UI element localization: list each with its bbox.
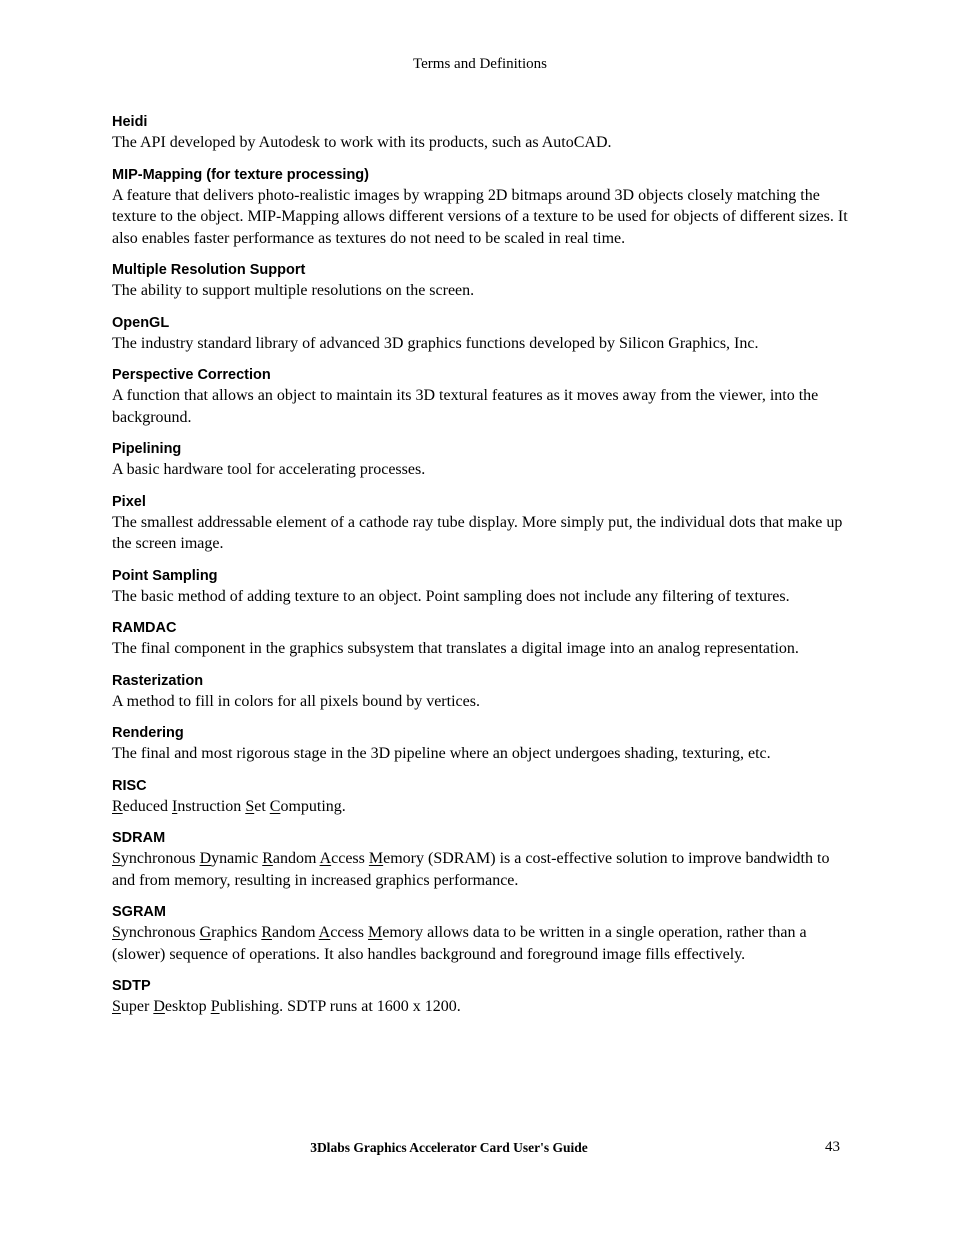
glossary-entry-rasterization [112,670,852,713]
glossary-entry-rendering [112,722,852,765]
acronym-initial: S [112,998,121,1015]
acronym-initial: G [199,924,212,941]
glossary-entry-point-sampling [112,565,852,608]
term-heading: Perspective Correction [112,367,271,383]
acronym-initial: S [112,924,121,941]
running-header: Terms and Definitions [413,56,547,72]
glossary-entry-mip-mapping [112,164,852,250]
term-definition: The ability to support multiple resolutions on the screen. [112,282,475,299]
term-definition: The API developed by Autodesk to work with its products, such as AutoCAD. [112,134,612,151]
term-definition: Reduced Instruction Set Computing. [112,797,346,815]
glossary-entry-sdram [112,827,852,891]
acronym-initial: P [210,998,220,1015]
footer-guide-title: 3Dlabs Graphics Accelerator Card User's Guide [310,1140,588,1155]
term-definition: The industry standard library of advanced 3D graphics functions developed by Silicon Graphics, Inc. [112,334,759,352]
term-heading: RISC [112,777,147,794]
term-heading: MIP-Mapping (for texture processing) [112,166,369,183]
term-definition: Synchronous Graphics Random Access Memory allows data to be written in a single operation, rather than a (slower) sequence of operations. It also handles background and foreground image fills effectively. [112,924,807,963]
term-heading: Multiple Resolution Support [112,262,306,278]
acronym-initial: A [319,850,332,867]
acronym-initial: I [171,797,178,815]
glossary-entry-heidi [112,111,852,154]
glossary-entry-perspective-correction [112,364,852,428]
page-number: 43 [825,1139,840,1155]
term-heading: Point Sampling [112,567,218,584]
acronym-initial: D [199,850,212,867]
acronym-initial: M [368,924,383,941]
term-heading: SDRAM [112,830,166,846]
glossary-entry-sgram [112,901,852,965]
acronym-initial: R [262,850,273,867]
term-definition: The basic method of adding texture to an object. Point sampling does not include any filtering of textures. [112,587,790,605]
term-definition: A feature that delivers photo-realistic images by wrapping 2D bitmaps around 3D objects closely matching the texture to the object. MIP-Mapping allows different versions of a texture to be used for objects of different sizes. It also enables faster performance as textures do not need to be scaled in real time. [112,186,848,247]
glossary-list [112,111,852,1028]
acronym-initial: R [261,924,272,941]
glossary-entry-multiple-resolution-support [112,259,852,302]
acronym-initial: S [112,850,121,867]
acronym-initial: R [112,797,123,815]
glossary-entry-pixel [112,491,852,555]
term-definition: A function that allows an object to maintain its 3D textural features as it moves away from the viewer, into the background. [112,387,819,426]
acronym-initial: S [245,797,255,815]
glossary-entry-risc [112,775,852,818]
term-heading: Heidi [112,114,148,130]
glossary-entry-pipelining [112,438,852,481]
glossary-entry-opengl [112,312,852,355]
term-heading: Rasterization [112,672,204,689]
term-heading: SDTP [112,978,151,994]
term-definition: The smallest addressable element of a cathode ray tube display. More simply put, the individual dots that make up the screen image. [112,513,843,552]
glossary-entry-sdtp [112,975,852,1018]
term-definition: A method to fill in colors for all pixels bound by vertices. [112,692,480,710]
term-heading: Pipelining [112,441,182,457]
term-definition: Synchronous Dynamic Random Access Memory (SDRAM) is a cost-effective solution to improve bandwidth to and from memory, resulting in increased graphics performance. [112,850,830,889]
term-heading: SGRAM [112,904,166,920]
acronym-initial: C [269,797,281,815]
acronym-initial: D [153,998,165,1015]
term-definition: The final component in the graphics subsystem that translates a digital image into an analog representation. [112,640,799,657]
term-definition: Super Desktop Publishing. SDTP runs at 1600 x 1200. [112,998,461,1015]
acronym-initial: A [318,924,331,941]
acronym-initial: M [368,850,384,867]
term-heading: OpenGL [112,314,170,331]
term-definition: The final and most rigorous stage in the 3D pipeline where an object undergoes shading, texturing, etc. [112,745,771,762]
term-definition: A basic hardware tool for accelerating processes. [112,461,426,478]
term-heading: Pixel [112,493,146,510]
term-heading: RAMDAC [112,620,177,636]
term-heading: Rendering [112,725,184,741]
glossary-entry-ramdac [112,617,852,660]
